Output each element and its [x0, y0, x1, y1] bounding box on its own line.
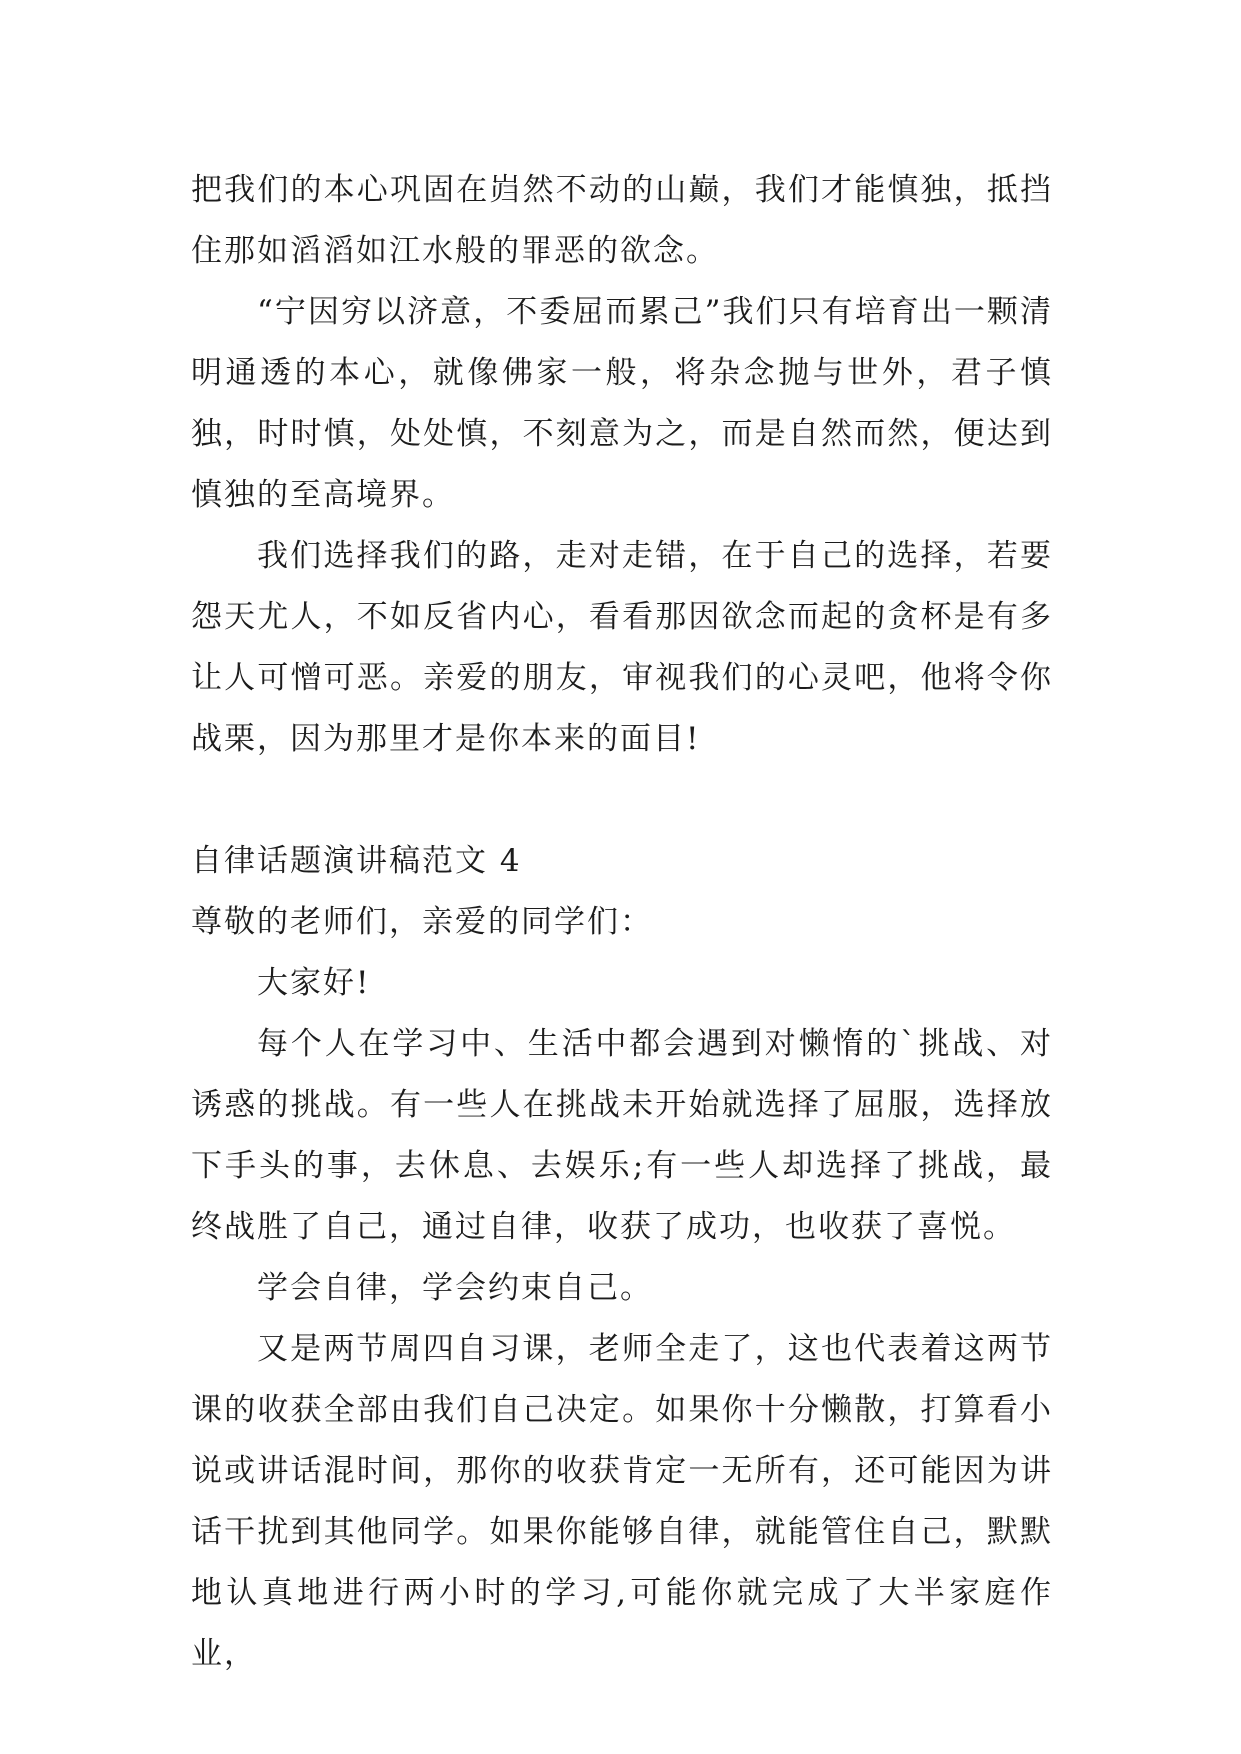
- paragraph: 学会自律，学会约束自己。: [257, 1270, 653, 1306]
- section-title: 自律话题演讲稿范文 4: [191, 843, 522, 879]
- paragraph: 我们选择我们的路，走对走错，在于自己的选择，若要怨天尤人，不如反省内心，看看那因欲念而起的贪杯是有多让人可憎可恶。亲爱的朋友，审视我们的心灵吧，他将令你战栗，因为那里才是你本来的面目!: [191, 538, 1053, 757]
- paragraph: 大家好!: [257, 965, 371, 1001]
- section-gap: [191, 770, 1053, 831]
- paragraph: “宁因穷以济意，不委屈而累己”我们只有培育出一颗清明通透的本心，就像佛家一般，将杂念抛与世外，君子慎独，时时慎，处处慎，不刻意为之，而是自然而然，便达到慎独的至高境界。: [191, 294, 1053, 513]
- document-body: [191, 160, 1053, 1685]
- paragraph: 每个人在学习中、生活中都会遇到对懒惰的`挑战、对诱惑的挑战。有一些人在挑战未开始就选择了屈服，选择放下手头的事，去休息、去娱乐;有一些人却选择了挑战，最终战胜了自己，通过自律，收获了成功，也收获了喜悦。: [191, 1026, 1053, 1245]
- greeting: 尊敬的老师们，亲爱的同学们：: [191, 904, 653, 940]
- paragraph: 把我们的本心巩固在岿然不动的山巅，我们才能慎独，抵挡住那如滔滔如江水般的罪恶的欲念。: [191, 172, 1053, 269]
- paragraph: 又是两节周四自习课，老师全走了，这也代表着这两节课的收获全部由我们自己决定。如果你十分懒散，打算看小说或讲话混时间，那你的收获肯定一无所有，还可能因为讲话干扰到其他同学。如果你能够自律，就能管住自己，默默地认真地进行两小时的学习,可能你就完成了大半家庭作业，: [191, 1331, 1053, 1672]
